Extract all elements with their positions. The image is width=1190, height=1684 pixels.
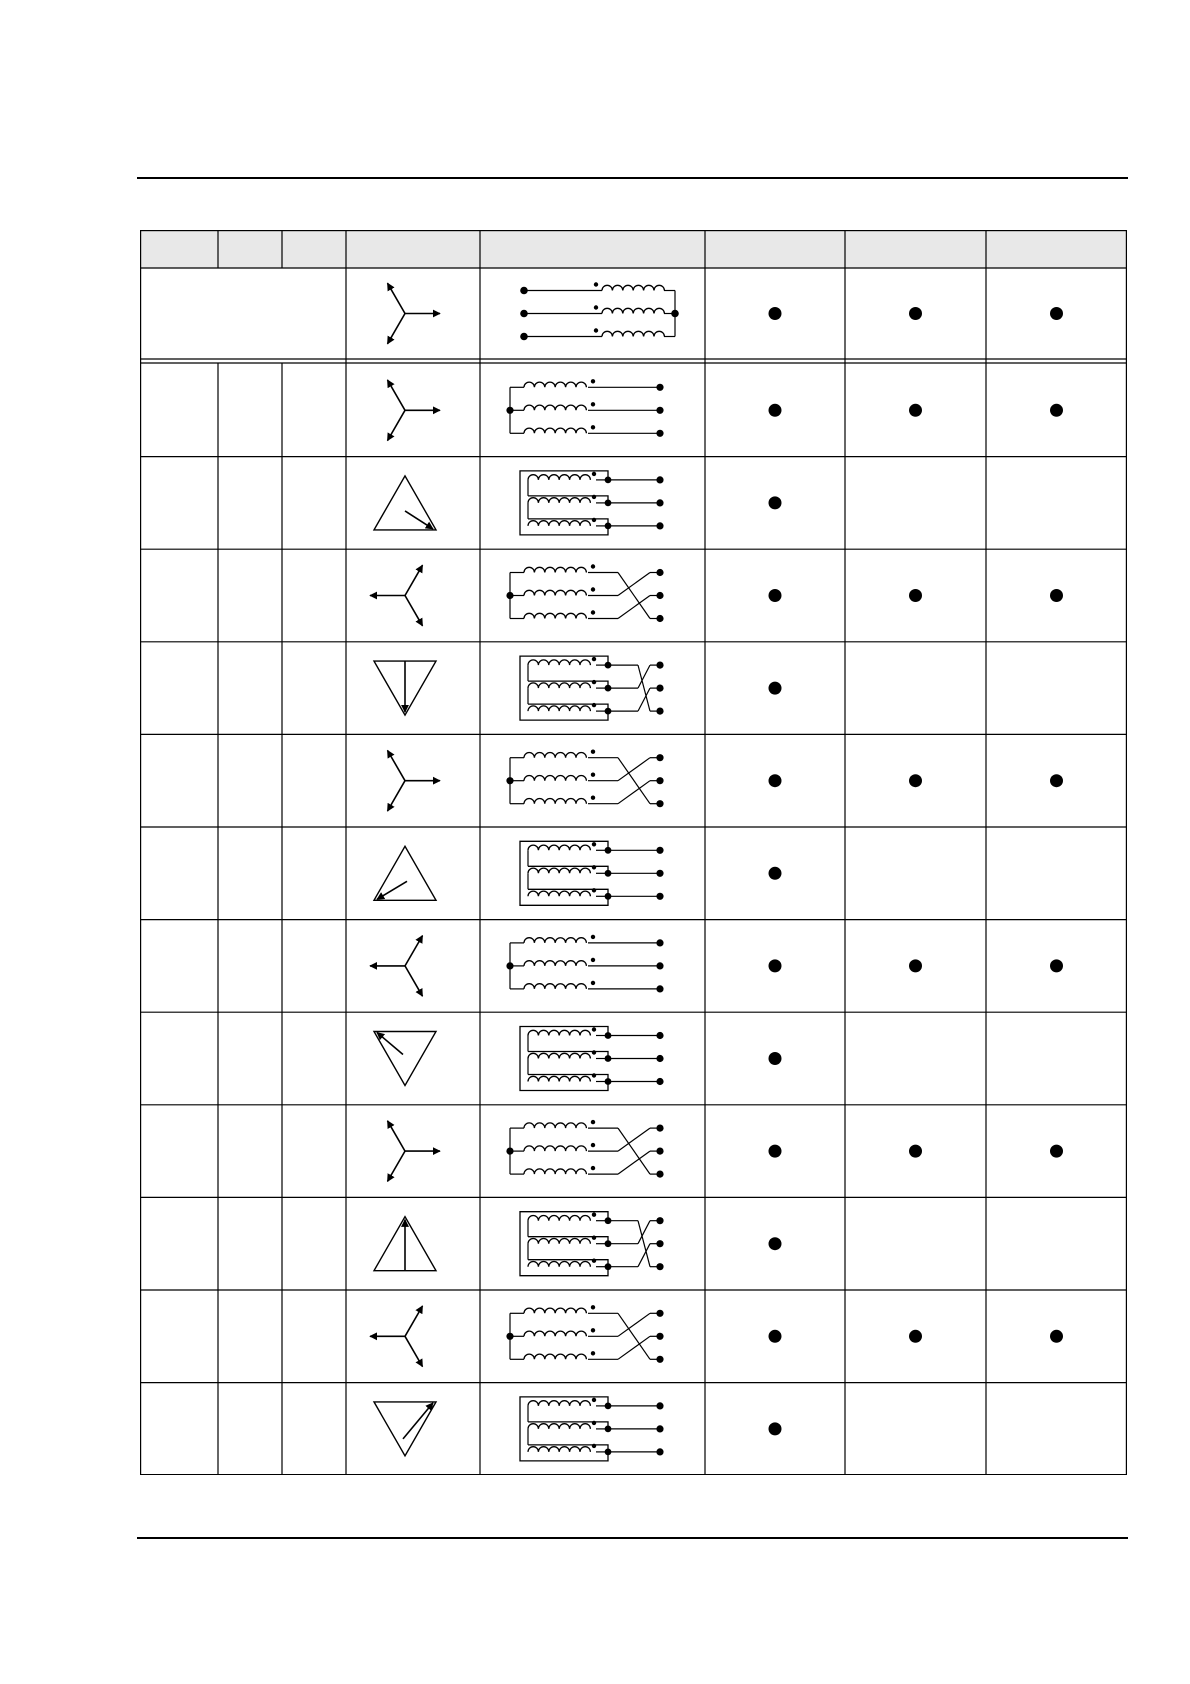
row-5-mark-3	[1050, 774, 1063, 787]
row-12-winding-diagram	[520, 1397, 664, 1461]
table-header	[140, 231, 1127, 269]
row-3-mark-2	[909, 589, 922, 602]
row-12-mark-1	[769, 1422, 782, 1435]
row-5-mark-2	[909, 774, 922, 787]
row-11-mark-3	[1050, 1330, 1063, 1343]
footer-rule	[137, 1537, 1128, 1539]
vector-group-table-drawing	[140, 230, 1127, 1475]
reference-row-mark-1	[769, 307, 782, 320]
row-8-vector-diagram	[374, 1032, 436, 1086]
row-11-vector-diagram	[370, 1306, 423, 1367]
row-11-mark-2	[909, 1330, 922, 1343]
row-10-winding-diagram	[520, 1212, 664, 1276]
row-2-winding-diagram	[520, 471, 664, 535]
row-1-mark-1	[769, 404, 782, 417]
row-1-vector-diagram	[388, 380, 441, 441]
table-grid	[140, 230, 1127, 1475]
reference-vector-diagram	[388, 283, 441, 344]
row-1-mark-3	[1050, 404, 1063, 417]
reference-winding-diagram	[520, 282, 679, 340]
row-1-winding-diagram	[506, 379, 663, 437]
row-6-mark-1	[769, 867, 782, 880]
row-10-mark-1	[769, 1237, 782, 1250]
row-2-mark-1	[769, 496, 782, 509]
row-9-vector-diagram	[388, 1121, 441, 1182]
row-3-vector-diagram	[370, 565, 423, 626]
row-8-winding-diagram	[520, 1027, 664, 1091]
row-7-mark-1	[769, 959, 782, 972]
row-3-winding-diagram	[506, 564, 663, 622]
row-6-vector-diagram	[374, 846, 436, 900]
row-7-winding-diagram	[506, 935, 663, 993]
header-rule	[137, 177, 1128, 179]
row-12-vector-diagram	[374, 1402, 436, 1456]
reference-row-mark-2	[909, 307, 922, 320]
row-10-vector-diagram	[374, 1217, 436, 1271]
row-11-winding-diagram	[506, 1305, 663, 1363]
row-5-vector-diagram	[388, 750, 441, 811]
reference-row-mark-3	[1050, 307, 1063, 320]
row-5-winding-diagram	[506, 750, 663, 808]
row-7-vector-diagram	[370, 936, 423, 997]
row-3-mark-3	[1050, 589, 1063, 602]
row-7-mark-2	[909, 959, 922, 972]
row-1-mark-2	[909, 404, 922, 417]
row-3-mark-1	[769, 589, 782, 602]
row-9-mark-1	[769, 1145, 782, 1158]
row-7-mark-3	[1050, 959, 1063, 972]
row-5-mark-1	[769, 774, 782, 787]
row-6-winding-diagram	[520, 841, 664, 905]
row-8-mark-1	[769, 1052, 782, 1065]
row-9-winding-diagram	[506, 1120, 663, 1178]
row-4-vector-diagram	[374, 661, 436, 715]
row-11-mark-1	[769, 1330, 782, 1343]
row-4-mark-1	[769, 682, 782, 695]
row-2-vector-diagram	[374, 476, 436, 530]
row-9-mark-3	[1050, 1145, 1063, 1158]
row-4-winding-diagram	[520, 656, 664, 720]
vector-group-table	[140, 230, 1127, 1475]
row-9-mark-2	[909, 1145, 922, 1158]
